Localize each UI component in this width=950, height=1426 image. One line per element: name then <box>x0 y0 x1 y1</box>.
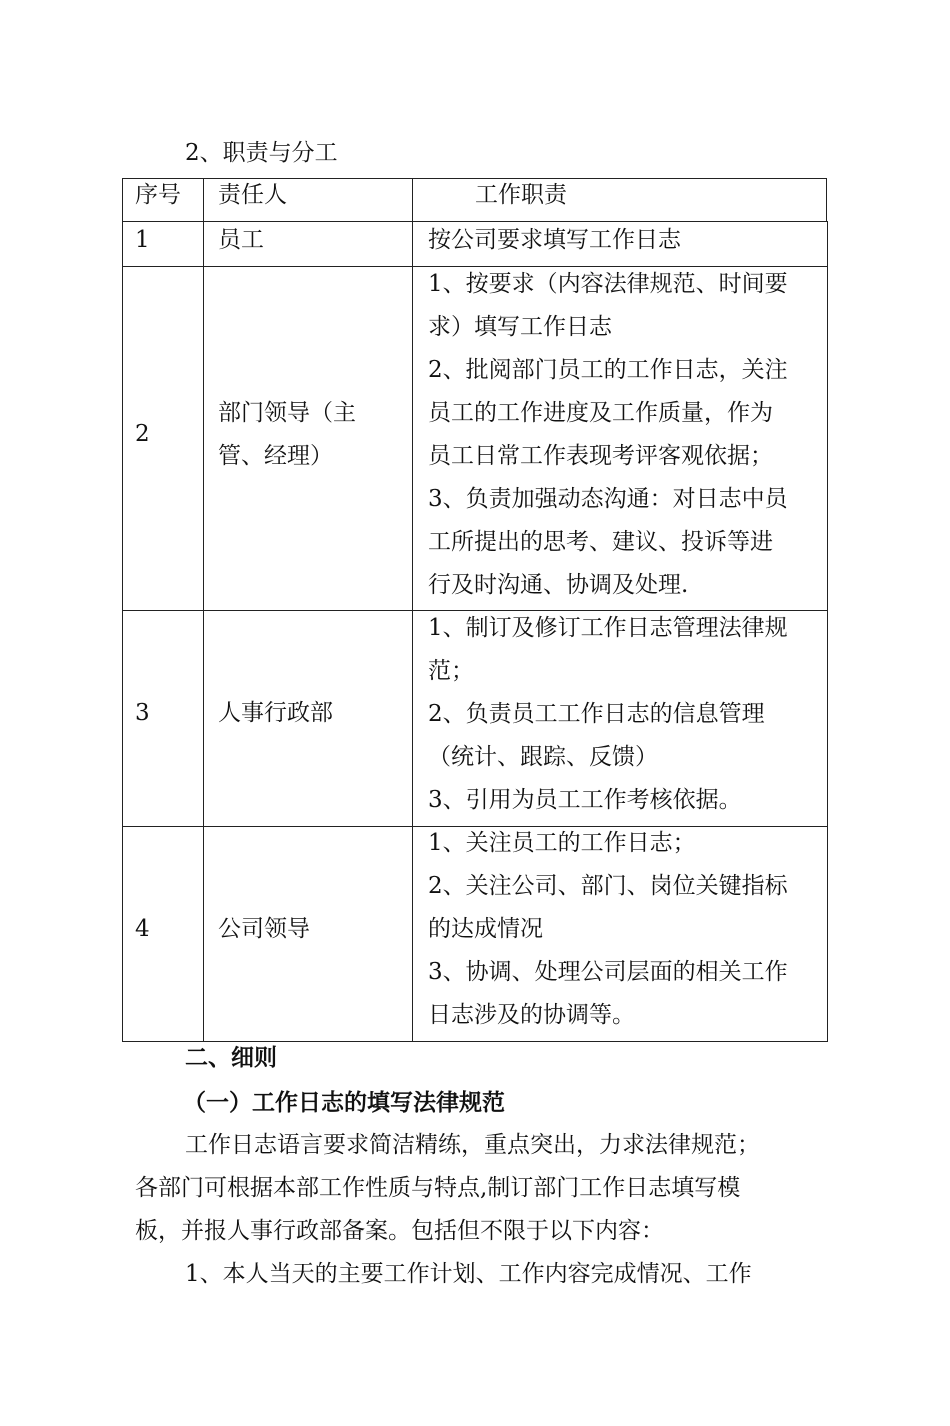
row1-duties <box>428 219 681 262</box>
table-border-right <box>827 221 828 1042</box>
row4-duty-line: 1、关注员工的工作日志； <box>428 830 696 856</box>
row3-duty-line: （统计、跟踪、反馈） <box>428 744 658 770</box>
row2-person-line: 部门领导（主 <box>218 400 356 426</box>
row4-duties <box>428 822 788 1037</box>
row2-person <box>218 392 356 478</box>
row1-no: 1 <box>135 227 150 253</box>
header-duties: 工作职责 <box>475 182 567 208</box>
body-line: 各部门可根据本部工作性质与特点,制订部门工作日志填写模 <box>135 1175 741 1201</box>
header-person: 责任人 <box>218 182 287 208</box>
body-line: 工作日志语言要求简洁精练，重点突出，力求法律规范； <box>185 1132 760 1158</box>
row4-person: 公司领导 <box>218 916 310 942</box>
row2-duties <box>428 263 788 607</box>
table-divider-1 <box>203 178 204 1042</box>
row3-person: 人事行政部 <box>218 700 333 726</box>
row2-duty-line: 1、按要求（内容法律规范、时间要 <box>428 271 788 297</box>
row3-duties <box>428 607 788 822</box>
body-line: 板，并报人事行政部备案。包括但不限于以下内容： <box>135 1218 664 1244</box>
row4-duty-line: 3、协调、处理公司层面的相关工作 <box>428 959 788 985</box>
row1-person: 员工 <box>218 227 264 253</box>
row3-duty-line: 范； <box>428 658 474 684</box>
row2-duty-line: 员工日常工作表现考评客观依据； <box>428 443 773 469</box>
table-border-right-header <box>826 178 827 222</box>
table-divider-2 <box>412 178 413 1042</box>
section2-heading: 二、细则 <box>185 1045 277 1071</box>
row2-duty-line: 求）填写工作日志 <box>428 314 612 340</box>
row4-duty-line: 日志涉及的协调等。 <box>428 1002 635 1028</box>
header-no: 序号 <box>135 182 181 208</box>
row4-duty-line: 的达成情况 <box>428 916 543 942</box>
table-border-bottom <box>122 1041 828 1042</box>
row2-duty-line: 2、批阅部门员工的工作日志，关注 <box>428 357 788 383</box>
row4-duty-line: 2、关注公司、部门、岗位关键指标 <box>428 873 788 899</box>
row3-duty-line: 3、引用为员工工作考核依据。 <box>428 787 742 813</box>
section-title: 2、职责与分工 <box>185 140 338 166</box>
row3-duty-line: 2、负责员工工作日志的信息管理 <box>428 701 765 727</box>
row3-duty-line: 1、制订及修订工作日志管理法律规 <box>428 615 788 641</box>
row2-no: 2 <box>135 421 150 447</box>
row2-duty-line: 员工的工作进度及工作质量，作为 <box>428 400 773 426</box>
row4-no: 4 <box>135 916 150 942</box>
row2-person-line: 管、经理） <box>218 443 333 469</box>
table-border-left <box>122 178 123 1042</box>
row2-duty-line: 工所提出的思考、建议、投诉等进 <box>428 529 773 555</box>
row1-duty-line: 按公司要求填写工作日志 <box>428 227 681 253</box>
subsection1-heading: （一）工作日志的填写法律规范 <box>183 1090 505 1116</box>
row2-duty-line: 行及时沟通、协调及处理. <box>428 572 689 598</box>
row3-no: 3 <box>135 700 150 726</box>
row2-duty-line: 3、负责加强动态沟通：对日志中员 <box>428 486 788 512</box>
body-line: 1、本人当天的主要工作计划、工作内容完成情况、工作 <box>185 1261 752 1287</box>
